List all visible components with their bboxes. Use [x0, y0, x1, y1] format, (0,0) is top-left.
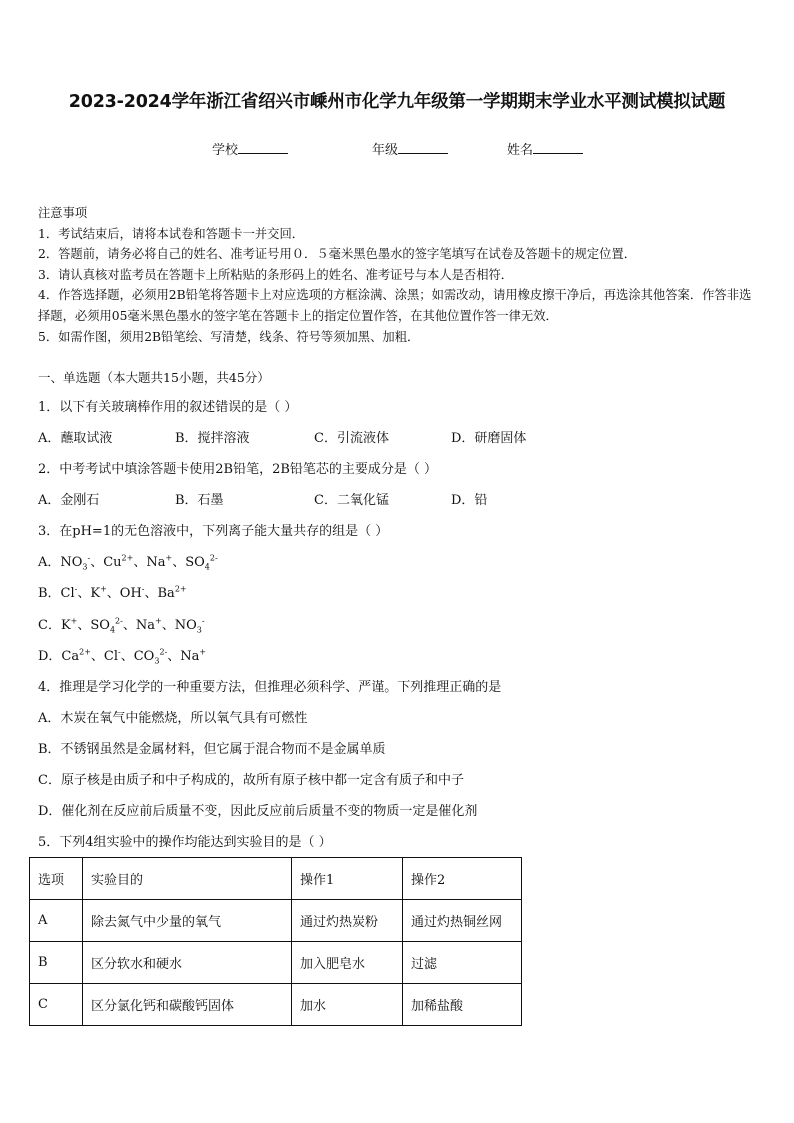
table-cell: 除去氮气中少量的氧气 — [83, 900, 292, 942]
name-blank — [533, 142, 583, 154]
table-cell: 区分氯化钙和碳酸钙固体 — [83, 984, 292, 1026]
notice-title: 注意事项 — [38, 206, 88, 220]
question-2-stem: 2．中考考试中填涂答题卡使用2B铅笔，2B铅笔芯的主要成分是（ ） — [38, 462, 438, 477]
table-row — [30, 900, 522, 942]
notice-item: 5．如需作图，须用2B铅笔绘、写清楚，线条、符号等须加黑、加粗． — [38, 329, 420, 344]
notice-item: 4．作答选择题，必须用2B铅笔将答题卡上对应选项的方框涂满、涂黑；如需改动，请用橡皮擦干净后，再选涂其他答案．作答非选择题，必须用05毫米黑色墨水的签字笔在答题卡上的指定位置作答，在其他位置作答一律无效． — [38, 288, 752, 323]
grade-blank — [398, 142, 448, 154]
table-header-cell: 实验目的 — [83, 858, 292, 900]
table-header-cell: 操作2 — [403, 858, 522, 900]
option-c: C．原子核是由质子和中子构成的，故所有原子核中都一定含有质子和中子 — [38, 773, 464, 788]
option-b: B．不锈钢虽然是金属材料，但它属于混合物而不是金属单质 — [38, 742, 386, 757]
table-header-cell: 操作1 — [292, 858, 403, 900]
table-cell: 通过灼热炭粉 — [292, 900, 403, 942]
question-4-stem: 4．推理是学习化学的一种重要方法，但推理必须科学、严谨。下列推理正确的是 — [38, 680, 502, 695]
table-cell: B — [30, 942, 83, 984]
table-cell: 过滤 — [403, 942, 522, 984]
question-3-option-a: A．$NO_3^-$、$Cu^{2+}$、Na+、$SO_4^{2-}$ — [38, 553, 218, 572]
notice-item: 1．考试结束后，请将本试卷和答题卡一并交回． — [38, 226, 305, 241]
table-cell: 加入肥皂水 — [292, 942, 403, 984]
name-label: 姓名 — [507, 143, 534, 158]
school-field — [212, 139, 288, 158]
table-cell: A — [30, 900, 83, 942]
notice-item: 3．请认真核对监考员在答题卡上所粘贴的条形码上的姓名、准考证号与本人是否相符． — [38, 267, 514, 282]
table-cell: 加水 — [292, 984, 403, 1026]
option-a: A．蘸取试液 — [38, 431, 113, 446]
table-cell: 区分软水和硬水 — [83, 942, 292, 984]
school-label: 学校 — [212, 143, 239, 158]
table-cell: C — [30, 984, 83, 1026]
option-d: D．铅 — [451, 493, 488, 508]
option-c: C．二氧化锰 — [314, 493, 389, 508]
question-3-option-c: C．K+、$SO_4^{2-}$、Na+、$NO_3^-$ — [38, 616, 205, 635]
question-5-stem: 5．下列4组实验中的操作均能达到实验目的是（ ） — [38, 835, 332, 850]
section-title: 一、单选题（本大题共15小题，共45分） — [38, 370, 270, 385]
table-cell: 通过灼热铜丝网 — [403, 900, 522, 942]
grade-label: 年级 — [372, 143, 399, 158]
option-d: D．研磨固体 — [451, 431, 527, 446]
table-cell: 加稀盐酸 — [403, 984, 522, 1026]
option-a: A．木炭在氧气中能燃烧，所以氧气具有可燃性 — [38, 711, 308, 726]
name-field — [507, 139, 583, 158]
option-d: D．催化剂在反应前后质量不变，因此反应前后质量不变的物质一定是催化剂 — [38, 804, 478, 819]
option-a: A．金刚石 — [38, 493, 100, 508]
school-blank — [238, 142, 288, 154]
table-row — [30, 942, 522, 984]
notice-block — [38, 203, 758, 347]
experiment-table — [29, 857, 522, 1026]
option-b: B．搅拌溶液 — [175, 431, 250, 446]
option-c: C．引流液体 — [314, 431, 389, 446]
table-row — [30, 984, 522, 1026]
question-1-stem: 1．以下有关玻璃棒作用的叙述错误的是（ ） — [38, 400, 298, 415]
question-3-option-d: D．$Ca^{2+}$、Cl-、$CO_3^{2-}$、Na+ — [38, 647, 207, 666]
grade-field — [372, 139, 448, 158]
option-b: B．石墨 — [175, 493, 224, 508]
question-3-stem: 3．在pH=1的无色溶液中，下列离子能大量共存的组是（ ） — [38, 524, 389, 539]
exam-title: 2023-2024学年浙江省绍兴市嵊州市化学九年级第一学期期末学业水平测试模拟试题 — [68, 92, 726, 112]
table-header-row — [30, 858, 522, 900]
table-header-cell: 选项 — [30, 858, 83, 900]
question-3-option-b: B．Cl-、K+、OH-、$Ba^{2+}$ — [38, 584, 187, 601]
notice-item: 2．答题前，请务必将自己的姓名、准考证号用０．５毫米黑色墨水的签字笔填写在试卷及答题卡的规定位置． — [38, 247, 637, 262]
